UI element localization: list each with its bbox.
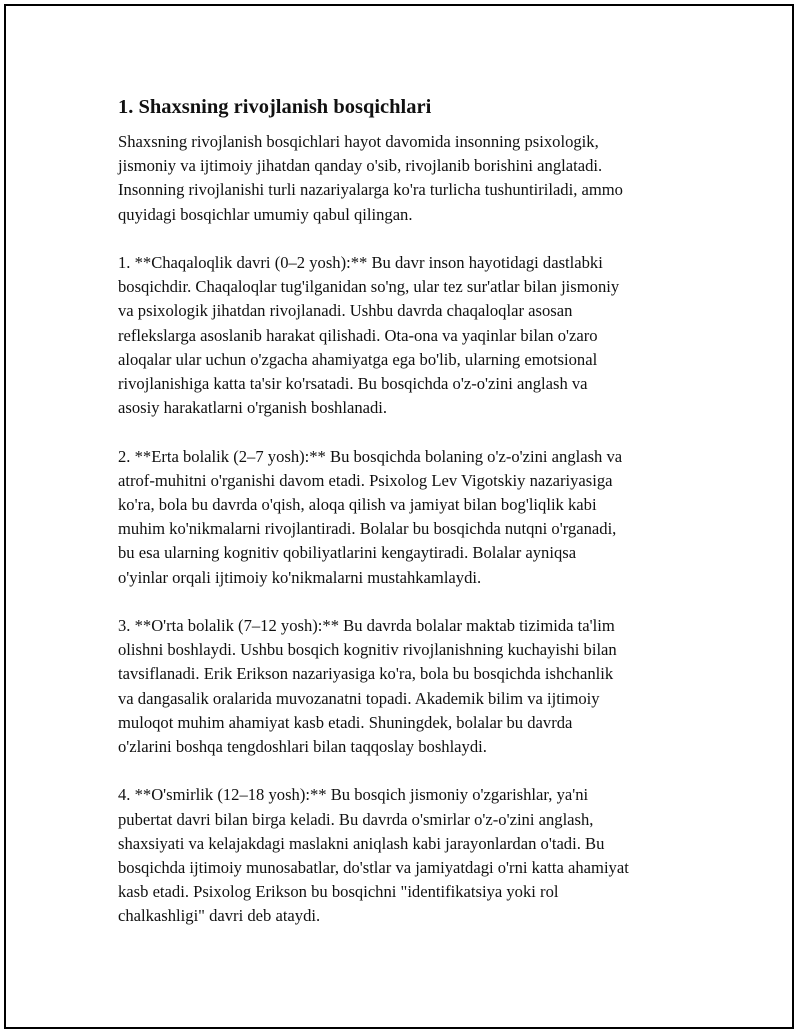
- text-line: olishni boshlaydi. Ushbu bosqich kognitiv rivojlanishning kuchayishi bilan: [118, 640, 617, 660]
- paragraph-adolescence: [118, 783, 700, 928]
- text-line: rivojlanishiga katta ta'sir ko'rsatadi. Bu bosqichda o'z-o'zini anglash va: [118, 374, 588, 394]
- text-line: bu esa ularning kognitiv qobiliyatlarini kengaytiradi. Bolalar ayniqsa: [118, 543, 577, 563]
- document-title: 1. Shaxsning rivojlanish bosqichlari: [118, 96, 432, 118]
- text-line: o'yinlar orqali ijtimoiy ko'nikmalarni mustahkamlaydi.: [118, 567, 482, 587]
- text-line: asosiy harakatlarni o'rganish boshlanadi.: [118, 398, 388, 418]
- text-line: bosqichda ijtimoiy munosabatlar, do'stlar va jamiyatdagi o'rni katta ahamiyat: [118, 858, 629, 878]
- text-line: 2. **Erta bolalik (2–7 yosh):** Bu bosqichda bolaning o'z-o'zini anglash va: [118, 446, 623, 466]
- text-line: chalkashligi" davri deb ataydi.: [118, 906, 321, 926]
- text-line: 3. **O'rta bolalik (7–12 yosh):** Bu davrda bolalar maktab tizimida ta'lim: [118, 616, 615, 636]
- text-line: tavsiflanadi. Erik Erikson nazariyasiga ko'ra, bola bu bosqichda ishchanlik: [118, 664, 614, 684]
- text-line: o'zlarini boshqa tengdoshlari bilan taqqoslay boshlaydi.: [118, 737, 487, 757]
- text-line: jismoniy va ijtimoiy jihatdan qanday o'sib, rivojlanib borishini anglatadi.: [118, 156, 603, 176]
- text-line: muhim ko'nikmalarni rivojlantiradi. Bolalar bu bosqichda nutqni o'rganadi,: [118, 519, 617, 539]
- text-line: shaxsiyati va kelajakdagi maslakni aniqlash kabi jarayonlardan o'tadi. Bu: [118, 833, 605, 853]
- text-line: Insonning rivojlanishi turli nazariyalarga ko'ra turlicha tushuntiriladi, ammo: [118, 180, 623, 200]
- text-line: muloqot muhim ahamiyat kasb etadi. Shuningdek, bolalar bu davrda: [118, 712, 573, 732]
- text-line: quyidagi bosqichlar umumiy qabul qilingan.: [118, 204, 413, 224]
- text-line: pubertat davri bilan birga keladi. Bu davrda o'smirlar o'z-o'zini anglash,: [118, 809, 594, 829]
- paragraph-early-childhood: [118, 445, 700, 590]
- text-line: Shaxsning rivojlanish bosqichlari hayot davomida insonning psixologik,: [118, 132, 599, 151]
- paragraph-intro: [118, 130, 700, 227]
- text-line: 4. **O'smirlik (12–18 yosh):** Bu bosqich jismoniy o'zgarishlar, ya'ni: [118, 785, 589, 805]
- document-body: [118, 94, 700, 953]
- text-line: va dangasalik oralarida muvozanatni topadi. Akademik bilim va ijtimoiy: [118, 688, 600, 708]
- text-line: aloqalar ular uchun o'zgacha ahamiyatga ega bo'lib, ularning emotsional: [118, 349, 598, 369]
- text-line: atrof-muhitni o'rganishi davom etadi. Psixolog Lev Vigotskiy nazariyasiga: [118, 470, 613, 490]
- text-line: bosqichdir. Chaqaloqlar tug'ilganidan so'ng, ular tez sur'atlar bilan jismoniy: [118, 277, 620, 297]
- paragraph-infancy: [118, 251, 700, 420]
- text-line: reflekslarga asoslanib harakat qilishadi. Ota-ona va yaqinlar bilan o'zaro: [118, 325, 598, 345]
- text-line: va psixologik jihatdan rivojlanadi. Ushbu davrda chaqaloqlar asosan: [118, 301, 573, 321]
- text-line: kasb etadi. Psixolog Erikson bu bosqichni "identifikatsiya yoki rol: [118, 882, 559, 902]
- text-line: ko'ra, bola bu davrda o'qish, aloqa qilish va jamiyat bilan bog'liqlik kabi: [118, 495, 597, 515]
- text-line: 1. **Chaqaloqlik davri (0–2 yosh):** Bu davr inson hayotidagi dastlabki: [118, 253, 603, 272]
- paragraph-middle-childhood: [118, 614, 700, 759]
